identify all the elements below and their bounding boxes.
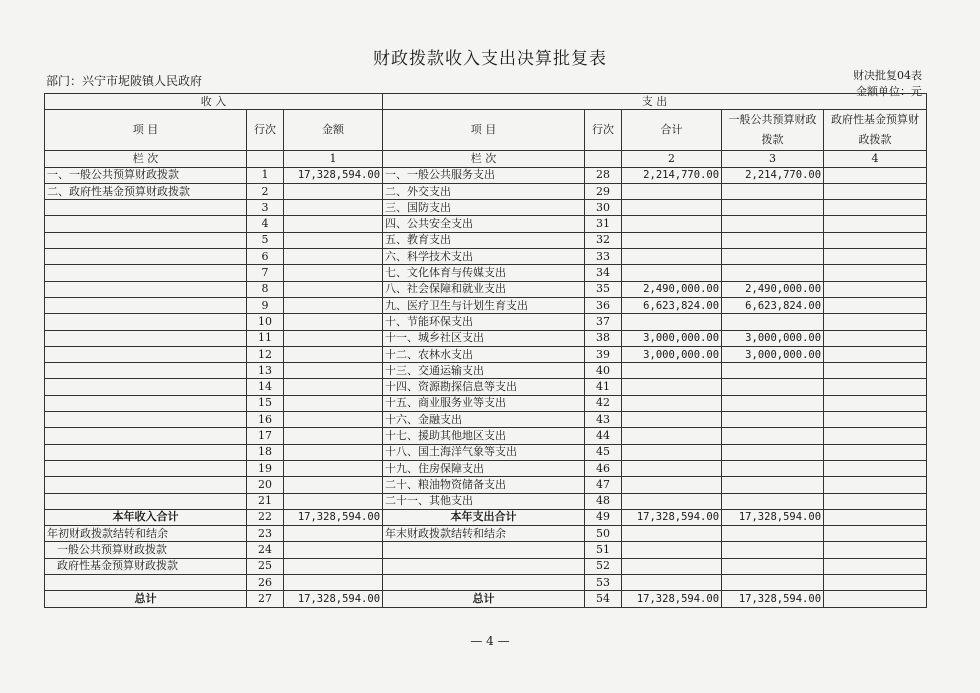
expense-row-no-cell: 52 [585,558,622,574]
expense-total-cell [622,183,722,199]
fund-budget-cell [824,395,927,411]
general-budget-cell [722,314,824,330]
income-item-cell: 一、一般公共预算财政拨款 [45,167,247,183]
expense-total-cell: 3,000,000.00 [622,330,722,346]
col-index-3: 3 [722,151,824,167]
expense-item-cell: 二十一、其他支出 [383,493,585,509]
fund-budget-cell [824,460,927,476]
fund-budget-cell [824,216,927,232]
expense-row-no-cell: 32 [585,232,622,248]
income-amount-cell [284,575,383,591]
table-row [45,330,927,346]
income-row-no-cell: 1 [247,167,284,183]
income-amount-cell [284,412,383,428]
fund-budget-cell [824,509,927,525]
income-amount-cell [284,395,383,411]
expense-total-cell [622,265,722,281]
fund-budget-cell [824,412,927,428]
expense-row-no-cell: 43 [585,412,622,428]
page-title: 财政拨款收入支出决算批复表 [373,49,607,69]
table-row [45,183,927,199]
income-row-no-cell: 8 [247,281,284,297]
expense-item-cell: 十三、交通运输支出 [383,363,585,379]
income-item-cell [45,379,247,395]
general-budget-header: 一般公共预算财政拨款 [722,110,824,151]
fund-budget-cell [824,363,927,379]
income-row-no-cell: 14 [247,379,284,395]
income-item-cell: 本年收入合计 [45,509,247,525]
income-item-cell [45,281,247,297]
fund-budget-cell [824,493,927,509]
fund-budget-cell [824,346,927,362]
fund-budget-cell [824,265,927,281]
expense-item-cell: 十一、城乡社区支出 [383,330,585,346]
income-row-no-cell: 13 [247,363,284,379]
table-row [45,232,927,248]
expense-total-cell [622,216,722,232]
fund-budget-cell [824,575,927,591]
expense-total-cell [622,444,722,460]
expense-row-no-cell: 39 [585,346,622,362]
table-row [45,412,927,428]
income-amount-cell: 17,328,594.00 [284,591,383,607]
income-item-cell [45,412,247,428]
income-item-cell: 二、政府性基金预算财政拨款 [45,183,247,199]
income-row-no-cell: 24 [247,542,284,558]
income-item-cell [45,346,247,362]
expense-item-cell: 七、文化体育与传媒支出 [383,265,585,281]
income-row-no-cell: 2 [247,183,284,199]
income-amount-cell [284,558,383,574]
section-header-row [45,94,927,110]
income-item-cell [45,444,247,460]
expense-total-cell [622,460,722,476]
expense-row-no-cell: 48 [585,493,622,509]
expense-item-cell [383,575,585,591]
expense-total-cell [622,477,722,493]
expense-row-no-cell: 53 [585,575,622,591]
income-amount-cell [284,346,383,362]
general-budget-cell: 17,328,594.00 [722,591,824,607]
general-budget-cell [722,444,824,460]
income-header: 收 入 [45,94,383,110]
column-header-row [45,110,927,151]
expense-row-no-cell: 42 [585,395,622,411]
income-item-cell [45,216,247,232]
income-amount-cell [284,542,383,558]
income-row-no-cell: 3 [247,200,284,216]
expense-row-no-cell: 44 [585,428,622,444]
expense-row-no-cell: 49 [585,509,622,525]
income-item-cell: 总计 [45,591,247,607]
expense-item-cell: 二、外交支出 [383,183,585,199]
general-budget-cell [722,249,824,265]
expense-row-no-cell: 35 [585,281,622,297]
expense-header: 支 出 [383,94,927,110]
fund-budget-cell [824,314,927,330]
table-row [45,379,927,395]
expense-row-no-cell: 31 [585,216,622,232]
form-code: 财决批复04表 [853,69,922,82]
expense-item-cell [383,542,585,558]
general-budget-cell: 3,000,000.00 [722,330,824,346]
expense-row-no-cell: 30 [585,200,622,216]
income-row-no-cell: 19 [247,460,284,476]
general-budget-cell [722,216,824,232]
income-amount-cell [284,444,383,460]
table-row [45,526,927,542]
fund-budget-header: 政府性基金预算财政拨款 [824,110,927,151]
income-amount-cell [284,314,383,330]
fund-budget-cell [824,558,927,574]
fund-budget-cell [824,200,927,216]
general-budget-cell [722,183,824,199]
unit-label: 金额单位：元 [856,85,922,98]
general-budget-cell [722,265,824,281]
fund-budget-cell [824,232,927,248]
expense-total-cell: 2,490,000.00 [622,281,722,297]
expense-total-header: 合计 [622,110,722,151]
income-row-no-cell: 11 [247,330,284,346]
income-amount-cell [284,330,383,346]
table-row [45,249,927,265]
income-amount-cell: 17,328,594.00 [284,509,383,525]
expense-total-cell [622,395,722,411]
table-row [45,314,927,330]
income-amount-cell [284,363,383,379]
expense-total-cell [622,379,722,395]
income-item-cell [45,395,247,411]
income-item-cell [45,460,247,476]
income-row-no-cell: 17 [247,428,284,444]
fund-budget-cell [824,379,927,395]
expense-item-cell: 十四、资源勘探信息等支出 [383,379,585,395]
expense-item-cell: 五、教育支出 [383,232,585,248]
income-item-cell [45,314,247,330]
general-budget-cell: 17,328,594.00 [722,509,824,525]
income-item-cell [45,200,247,216]
income-row-no-cell: 16 [247,412,284,428]
expense-item-cell: 六、科学技术支出 [383,249,585,265]
income-row-no-cell: 20 [247,477,284,493]
fund-budget-cell [824,167,927,183]
expense-total-cell [622,200,722,216]
income-amount-cell [284,249,383,265]
general-budget-cell [722,558,824,574]
table-row [45,460,927,476]
expense-row-no-cell: 54 [585,591,622,607]
expense-total-cell [622,542,722,558]
income-amount-cell [284,297,383,313]
expense-total-cell: 17,328,594.00 [622,591,722,607]
income-row-no-cell: 12 [247,346,284,362]
expense-row-no-cell: 29 [585,183,622,199]
income-amount-cell: 17,328,594.00 [284,167,383,183]
expense-row-no-cell: 46 [585,460,622,476]
expense-total-cell [622,526,722,542]
budget-table [44,93,927,608]
general-budget-cell [722,363,824,379]
general-budget-cell [722,477,824,493]
fund-budget-cell [824,330,927,346]
expense-row-no-cell: 38 [585,330,622,346]
income-row-no-cell: 21 [247,493,284,509]
income-row-no-header: 行次 [247,110,284,151]
department-label: 部门：兴宁市坭陂镇人民政府 [46,74,203,88]
expense-item-cell: 十九、住房保障支出 [383,460,585,476]
expense-item-cell: 三、国防支出 [383,200,585,216]
income-item-cell [45,477,247,493]
table-row [45,200,927,216]
blank-cell [247,151,284,167]
table-row [45,363,927,379]
fund-budget-cell [824,526,927,542]
table-row [45,591,927,607]
income-amount-cell [284,183,383,199]
income-row-no-cell: 26 [247,575,284,591]
table-row [45,395,927,411]
income-item-cell [45,232,247,248]
col-index-4: 4 [824,151,927,167]
table-row [45,297,927,313]
table-row [45,444,927,460]
fund-budget-cell [824,542,927,558]
income-column-label: 栏 次 [45,151,247,167]
table-row [45,509,927,525]
expense-item-cell: 十六、金融支出 [383,412,585,428]
income-amount-cell [284,216,383,232]
expense-item-cell: 年末财政拨款结转和结余 [383,526,585,542]
general-budget-cell [722,200,824,216]
income-amount-cell [284,477,383,493]
expense-item-cell: 一、一般公共服务支出 [383,167,585,183]
expense-item-header: 项 目 [383,110,585,151]
expense-item-cell: 四、公共安全支出 [383,216,585,232]
expense-total-cell: 3,000,000.00 [622,346,722,362]
page-number: — 4 — [470,634,510,648]
expense-total-cell [622,363,722,379]
income-row-no-cell: 7 [247,265,284,281]
column-index-row [45,151,927,167]
expense-item-cell: 总计 [383,591,585,607]
fund-budget-cell [824,183,927,199]
income-row-no-cell: 6 [247,249,284,265]
income-item-cell [45,297,247,313]
general-budget-cell: 2,490,000.00 [722,281,824,297]
income-row-no-cell: 27 [247,591,284,607]
table-row [45,558,927,574]
income-row-no-cell: 25 [247,558,284,574]
income-item-cell [45,363,247,379]
col-index-2: 2 [622,151,722,167]
income-row-no-cell: 22 [247,509,284,525]
table-row [45,265,927,281]
income-amount-cell [284,200,383,216]
income-item-cell: 政府性基金预算财政拨款 [45,558,247,574]
expense-item-cell: 十五、商业服务业等支出 [383,395,585,411]
general-budget-cell [722,232,824,248]
income-amount-cell [284,232,383,248]
income-item-cell [45,493,247,509]
expense-total-cell: 2,214,770.00 [622,167,722,183]
income-item-cell [45,330,247,346]
expense-item-cell: 九、医疗卫生与计划生育支出 [383,297,585,313]
fund-budget-cell [824,591,927,607]
fund-budget-cell [824,477,927,493]
table-row [45,575,927,591]
expense-row-no-cell: 34 [585,265,622,281]
general-budget-cell: 6,623,824.00 [722,297,824,313]
expense-row-no-cell: 28 [585,167,622,183]
table-row [45,428,927,444]
general-budget-cell [722,412,824,428]
expense-item-cell [383,558,585,574]
general-budget-cell [722,526,824,542]
table-row [45,216,927,232]
income-amount-cell [284,526,383,542]
income-amount-cell [284,265,383,281]
expense-total-cell: 6,623,824.00 [622,297,722,313]
expense-total-cell [622,428,722,444]
table-row [45,167,927,183]
income-row-no-cell: 5 [247,232,284,248]
expense-item-cell: 本年支出合计 [383,509,585,525]
fund-budget-cell [824,444,927,460]
income-row-no-cell: 9 [247,297,284,313]
expense-total-cell [622,249,722,265]
expense-item-cell: 十二、农林水支出 [383,346,585,362]
expense-item-cell: 二十、粮油物资储备支出 [383,477,585,493]
expense-total-cell: 17,328,594.00 [622,509,722,525]
col-index-1: 1 [284,151,383,167]
general-budget-cell [722,379,824,395]
expense-item-cell: 十八、国土海洋气象等支出 [383,444,585,460]
expense-item-cell: 十七、援助其他地区支出 [383,428,585,444]
general-budget-cell [722,460,824,476]
expense-row-no-cell: 45 [585,444,622,460]
table-row [45,281,927,297]
blank-cell [585,151,622,167]
income-row-no-cell: 18 [247,444,284,460]
income-amount-cell [284,493,383,509]
expense-row-no-cell: 41 [585,379,622,395]
income-amount-cell [284,281,383,297]
general-budget-cell [722,428,824,444]
general-budget-cell [722,395,824,411]
income-row-no-cell: 4 [247,216,284,232]
expense-item-cell: 八、社会保障和就业支出 [383,281,585,297]
income-amount-cell [284,428,383,444]
expense-total-cell [622,575,722,591]
expense-total-cell [622,412,722,428]
table-row [45,542,927,558]
expense-column-label: 栏 次 [383,151,585,167]
expense-total-cell [622,314,722,330]
expense-row-no-cell: 36 [585,297,622,313]
expense-row-no-cell: 33 [585,249,622,265]
table-row [45,346,927,362]
income-item-cell: 年初财政拨款结转和结余 [45,526,247,542]
general-budget-cell [722,575,824,591]
general-budget-cell [722,542,824,558]
table-row [45,477,927,493]
expense-row-no-cell: 37 [585,314,622,330]
general-budget-cell: 2,214,770.00 [722,167,824,183]
income-item-cell [45,265,247,281]
income-amount-cell [284,460,383,476]
income-row-no-cell: 10 [247,314,284,330]
fund-budget-cell [824,281,927,297]
expense-row-no-cell: 47 [585,477,622,493]
expense-total-cell [622,558,722,574]
income-row-no-cell: 23 [247,526,284,542]
income-item-cell: 一般公共预算财政拨款 [45,542,247,558]
income-row-no-cell: 15 [247,395,284,411]
fund-budget-cell [824,297,927,313]
expense-row-no-header: 行次 [585,110,622,151]
income-item-cell [45,575,247,591]
expense-total-cell [622,493,722,509]
table-row [45,493,927,509]
income-amount-cell [284,379,383,395]
fund-budget-cell [824,249,927,265]
expense-row-no-cell: 51 [585,542,622,558]
income-amount-header: 金额 [284,110,383,151]
general-budget-cell: 3,000,000.00 [722,346,824,362]
income-item-cell [45,249,247,265]
general-budget-cell [722,493,824,509]
fund-budget-cell [824,428,927,444]
income-item-header: 项 目 [45,110,247,151]
expense-item-cell: 十、节能环保支出 [383,314,585,330]
expense-row-no-cell: 40 [585,363,622,379]
expense-row-no-cell: 50 [585,526,622,542]
expense-total-cell [622,232,722,248]
income-item-cell [45,428,247,444]
